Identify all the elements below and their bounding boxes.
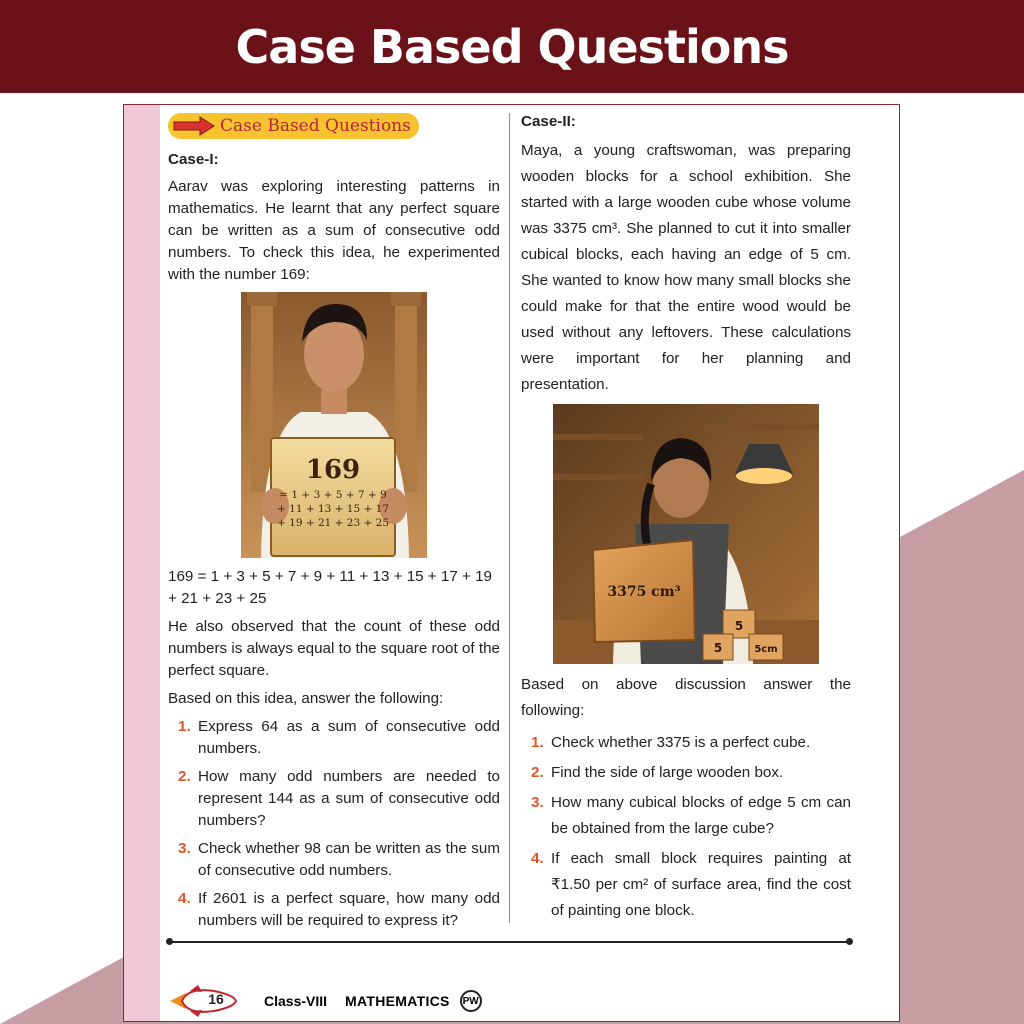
question-number: 2. [531,764,544,781]
list-item [521,760,851,786]
image-block-1: 5 [734,619,744,633]
question-text: Check whether 3375 is a perfect cube. [551,734,811,751]
image-line-1: = 1 + 3 + 5 + 7 + 9 [279,489,387,501]
image-number-169: 169 [305,455,361,485]
image-line-2: + 11 + 13 + 15 + 17 [277,503,389,515]
case-1-observation: He also observed that the count of these odd numbers is always equal to the square root of the perfect square. [168,618,500,679]
section-title: Case Based Questions [220,116,411,136]
question-text: How many cubical blocks of edge 5 cm can be obtained from the large cube? [551,794,851,837]
image-cube-label: 3375 cm³ [607,584,681,600]
question-number: 3. [531,794,544,811]
case-2-question-list [521,730,851,924]
footer-class: Class-VIII [264,993,328,1009]
question-text: If each small block requires painting at ₹1.50 per cm² of surface area, find the cost of painting one block. [551,850,851,919]
list-item [168,838,500,882]
list-item [521,730,851,756]
question-text: Express 64 as a sum of consecutive odd numbers. [198,718,500,757]
arrow-icon [172,115,216,137]
column-divider [509,113,510,923]
footer-subject: MATHEMATICS [345,993,450,1009]
case-1-heading: Case-I: [168,151,219,168]
list-item [168,766,500,832]
list-item [521,846,851,924]
question-text: Check whether 98 can be written as the sum of consecutive odd numbers. [198,840,500,879]
question-text: Find the side of large wooden box. [551,764,784,781]
list-item [521,790,851,842]
page-number: 16 [208,991,224,1007]
bottom-divider [168,941,851,943]
page-footer [168,981,568,1021]
image-block-3: 5cm [754,644,778,655]
image-line-3: + 19 + 21 + 23 + 25 [277,517,389,529]
worksheet-page [123,104,900,1022]
pw-logo-icon: PW [460,990,482,1012]
case-1-question-list [168,716,500,932]
boy-holding-book-image [241,292,427,558]
case-2-intro: Maya, a young craftswoman, was preparing wooden blocks for a school exhibition. She started with a large wooden cube whose volume was 3375 cm³. She planned to cut it into smaller cubical blocks, each having an edge of 5 cm. She wanted to know how many small blocks she could make for that the entire wood would be used without any leftovers. These calculations were important for her planning and presentation. [521,142,851,393]
case-1-intro: Aarav was exploring interesting patterns in mathematics. He learnt that any perfect square can be written as a sum of consecutive odd numbers. To check this idea, he experimented with the number 169: [168,178,500,283]
girl-with-wooden-cube-image [553,404,819,664]
question-text: How many odd numbers are needed to represent 144 as a sum of consecutive odd numbers? [198,768,500,829]
header-banner [0,0,1024,93]
question-number: 4. [178,890,191,907]
case-2-heading: Case-II: [521,113,576,130]
question-number: 1. [531,734,544,751]
question-number: 1. [178,718,191,735]
question-number: 4. [531,850,544,867]
case-1-equation: 169 = 1 + 3 + 5 + 7 + 9 + 11 + 13 + 15 + 17 + 19 + 21 + 23 + 25 [168,568,492,607]
case-2-column [521,113,851,928]
case-1-prompt: Based on this idea, answer the following: [168,690,444,707]
banner-title: Case Based Questions [235,19,789,74]
case-1-column [168,113,500,938]
list-item [168,716,500,760]
question-text: If 2601 is a perfect square, how many odd numbers will be required to express it? [198,890,500,929]
image-block-2: 5 [713,641,723,655]
page-side-strip [124,105,160,1021]
list-item [168,888,500,932]
question-number: 3. [178,840,191,857]
section-title-pill [168,113,419,139]
question-number: 2. [178,768,191,785]
rocket-icon [168,983,238,1019]
case-2-prompt: Based on above discussion answer the following: [521,676,851,719]
